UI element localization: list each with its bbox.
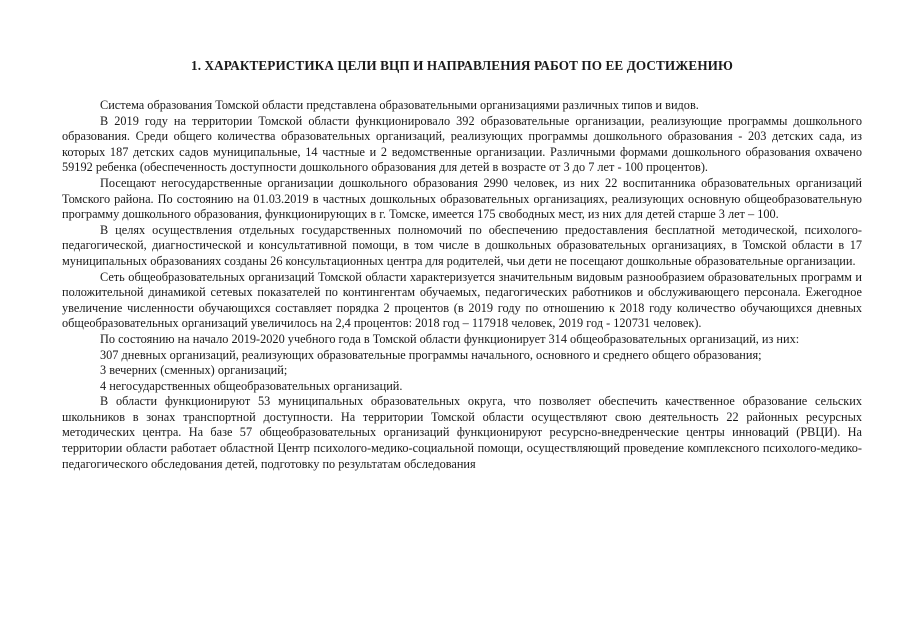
paragraph: В области функционируют 53 муниципальных образовательных округа, что позволяет обеспечить качественное образование сельских школьников в зонах транспортной доступности. На территории Томской области осуществляют свою деятельность 22 районных ресурсных методических центра. На базе 57 общеобразовательных организаций функционируют ресурсно-внедренческие центры инноваций (РВЦИ). На территории области работает областной Центр психолого-медико-социальной помощи, осуществляющий проведение комплексного психолого-медико-педагогического обследования детей, подготовку по результатам обследования — [62, 394, 862, 471]
document-body — [62, 98, 862, 472]
paragraph: Сеть общеобразовательных организаций Томской области характеризуется значительным видовым разнообразием образовательных программ и положительной динамикой сетевых показателей по контингентам обучаемых, педагогических работников и обслуживающего персонала. Ежегодное увеличение численности обучающихся составляет порядка 2 процентов (в 2019 году по отношению к 2018 году количество обучающихся дневных общеобразовательных организаций увеличилось на 2,4 процентов: 2018 год – 117918 человек, 2019 год - 120731 человек). — [62, 269, 862, 331]
list-item: 3 вечерних (сменных) организаций; — [100, 363, 288, 378]
paragraph: В целях осуществления отдельных государственных полномочий по обеспечению предоставления бесплатной методической, психолого-педагогической, диагностической и консультативной помощи, в том числе в дошкольных образовательных организациях, в Томской области в 17 муниципальных образованиях созданы 26 консультационных центра для родителей, чьи дети не посещают дошкольные образовательные организации. — [62, 222, 862, 268]
paragraph: Посещают негосударственные организации дошкольного образования 2990 человек, из них 22 воспитанника образовательных организаций Томского района. По состоянию на 01.03.2019 в частных дошкольных образовательных организациях, реализующих основную общеобразовательную программу дошкольного образования, функционирующих в г. Томске, имеется 175 свободных мест, из них для детей старше 3 лет – 100. — [62, 175, 862, 222]
section-title: 1. ХАРАКТЕРИСТИКА ЦЕЛИ ВЦП И НАПРАВЛЕНИЯ РАБОТ ПО ЕЕ ДОСТИЖЕНИЮ — [191, 58, 733, 73]
list-item: 307 дневных организаций, реализующих образовательные программы начального, основного и среднего общего образования; — [100, 347, 762, 362]
paragraph: Система образования Томской области представлена образовательными организациями различных типов и видов. — [100, 98, 699, 112]
paragraph: В 2019 году на территории Томской области функционировало 392 образовательные организации, реализующие программы дошкольного образования. Среди общего количества образовательных организаций, реализующих программы дошкольного образования - 203 детских сада, из которых 187 детских садов муниципальные, 14 частные и 2 ведомственные организации. Различными формами дошкольного образования охвачено 59192 ребенка (обеспеченность доступности дошкольного образования для детей в возрасте от 3 до 7 лет - 100 процентов). — [62, 113, 862, 175]
document-page — [62, 58, 862, 472]
paragraph: По состоянию на начало 2019-2020 учебного года в Томской области функционирует 314 общеобразовательных организаций, из них: — [100, 331, 800, 346]
list-item: 4 негосударственных общеобразовательных организаций. — [100, 378, 403, 393]
